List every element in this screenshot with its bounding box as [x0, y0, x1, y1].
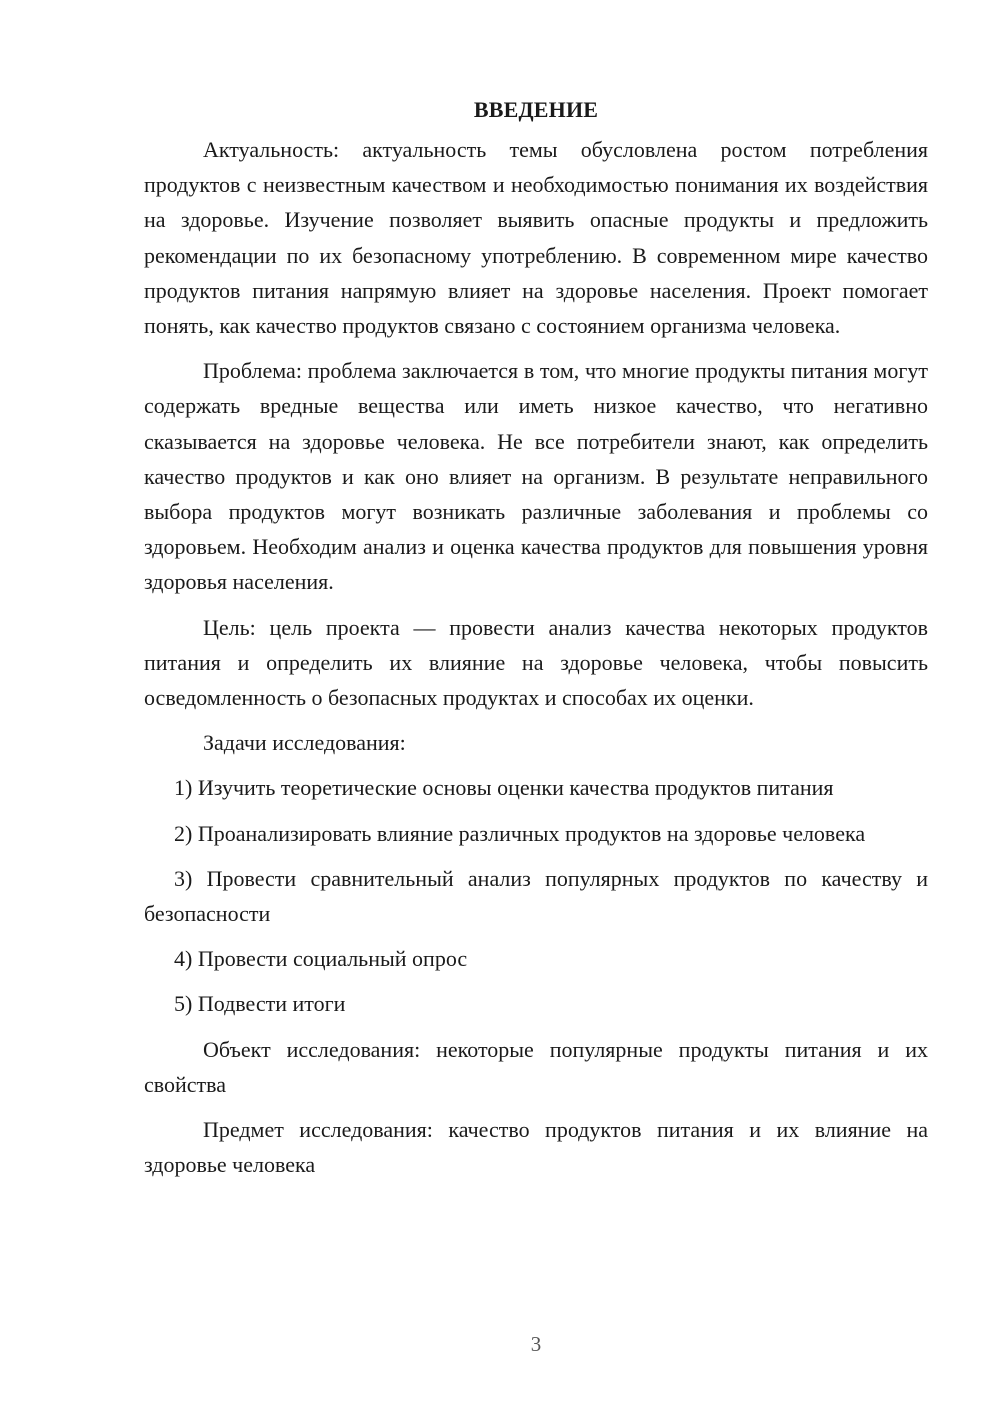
task-item-1: 1) Изучить теоретические основы оценки качества продуктов питания — [174, 775, 834, 801]
page-number: 3 — [530, 1332, 542, 1356]
task-item-3: 3) Провести сравнительный анализ популярных продуктов по качеству и безопасности — [144, 865, 928, 927]
object-paragraph: Объект исследования: некоторые популярные продукты питания и их свойства — [144, 1036, 928, 1097]
document-page — [144, 92, 928, 1192]
problem-paragraph: Проблема: проблема заключается в том, что многие продукты питания могут содержать вредные вещества или иметь низкое качество, что негативно сказывается на здоровье человека. Не все потребители знают, как определить качество продуктов и как оно влияет на организм. В результате неправильного выбора продуктов могут возникать различные заболевания и проблемы со здоровьем. Необходим анализ и оценка качества продуктов для повышения уровня здоровья населения. — [144, 358, 928, 595]
relevance-paragraph: Актуальность: актуальность темы обусловлена ростом потребления продуктов с неизвестным качеством и необходимостью понимания их воздействия на здоровье. Изучение позволяет выявить опасные продукты и предложить рекомендации по их безопасному употреблению. В современном мире качество продуктов питания напрямую влияет на здоровье населения. Проект помогает понять, как качество продуктов связано с состоянием организма человека. — [144, 137, 928, 339]
task-item-2: 2) Проанализировать влияние различных продуктов на здоровье человека — [174, 820, 866, 846]
task-item-5: 5) Подвести итоги — [174, 991, 346, 1017]
task-item-4: 4) Провести социальный опрос — [174, 946, 468, 972]
tasks-heading: Задачи исследования: — [203, 730, 406, 756]
goal-paragraph: Цель: цель проекта — провести анализ качества некоторых продуктов питания и определить их влияние на здоровье человека, чтобы повысить осведомленность о безопасных продуктах и способах их оценки. — [144, 614, 928, 711]
subject-paragraph: Предмет исследования: качество продуктов питания и их влияние на здоровье человека — [144, 1117, 928, 1178]
page-title: ВВЕДЕНИЕ — [473, 97, 599, 122]
